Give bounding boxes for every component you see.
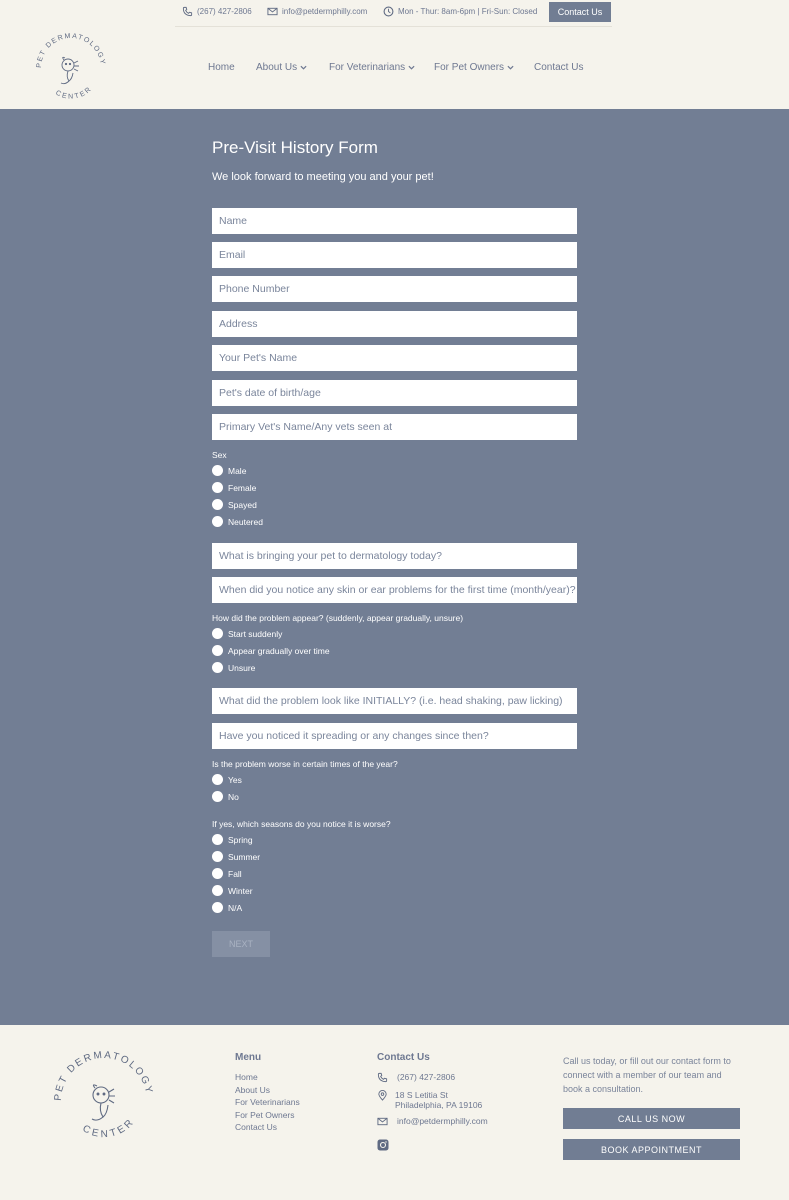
site-logo[interactable]: [31, 31, 111, 106]
topbar-phone[interactable]: [182, 6, 252, 17]
seasons-label: If yes, which seasons do you notice it is worse?: [212, 819, 391, 829]
form-section: [0, 109, 789, 1025]
radio-circle[interactable]: [212, 885, 223, 896]
radio-circle[interactable]: [212, 662, 223, 673]
pet-name-field[interactable]: Your Pet's Name: [212, 345, 577, 371]
appear-radio-suddenly[interactable]: [212, 628, 282, 639]
sex-label: Sex: [212, 450, 227, 460]
nav-veterinarians[interactable]: [329, 62, 415, 73]
radio-circle[interactable]: [212, 499, 223, 510]
primary-vet-field[interactable]: Primary Vet's Name/Any vets seen at: [212, 414, 577, 440]
sex-radio-female[interactable]: [212, 482, 256, 493]
nav-contact[interactable]: [534, 62, 583, 73]
spreading-field[interactable]: Have you noticed it spreading or any changes since then?: [212, 723, 577, 749]
phone-icon: [182, 6, 193, 17]
footer-contact-heading: Contact Us: [377, 1052, 430, 1063]
chevron-down-icon: [507, 65, 514, 70]
next-button[interactable]: NEXT: [212, 931, 270, 957]
radio-label: Male: [228, 465, 247, 476]
radio-label: Spayed: [228, 499, 257, 510]
phone-icon: [377, 1072, 388, 1083]
nav-home-label: Home: [208, 62, 235, 73]
mail-icon: [267, 6, 278, 17]
footer-link-about[interactable]: About Us: [235, 1085, 270, 1095]
footer-address-line1: 18 S Letitia St: [395, 1090, 448, 1100]
topbar-hours: [383, 6, 537, 17]
chevron-down-icon: [408, 65, 415, 70]
season-radio-spring[interactable]: [212, 834, 253, 845]
radio-label: Female: [228, 482, 257, 493]
logo-top-text: PET DERMATOLOGY: [35, 32, 106, 69]
sex-radio-spayed[interactable]: [212, 499, 257, 510]
radio-circle[interactable]: [212, 628, 223, 639]
radio-label: Unsure: [228, 662, 256, 673]
radio-circle[interactable]: [212, 791, 223, 802]
radio-label: Winter: [228, 885, 253, 896]
svg-text:CENTER: [54, 85, 94, 101]
worse-label: Is the problem worse in certain times of the year?: [212, 759, 398, 769]
season-radio-winter[interactable]: [212, 885, 253, 896]
footer-email[interactable]: [377, 1116, 488, 1126]
first-noticed-field[interactable]: When did you notice any skin or ear problems for the first time (month/year)?: [212, 577, 577, 603]
nav-pet-owners-label: For Pet Owners: [434, 62, 505, 73]
site-footer: [0, 1025, 789, 1200]
logo-bottom-text: CENTER: [54, 85, 94, 101]
svg-text:PET DERMATOLOGY: [36, 33, 106, 68]
call-us-button[interactable]: CALL US NOW: [563, 1108, 740, 1129]
appear-radio-unsure[interactable]: [212, 662, 255, 673]
worse-radio-yes[interactable]: [212, 774, 242, 785]
nav-veterinarians-label: For Veterinarians: [329, 62, 406, 73]
footer-address[interactable]: [377, 1090, 482, 1110]
footer-menu-heading: Menu: [235, 1052, 262, 1063]
chevron-down-icon: [300, 65, 307, 70]
footer-logo-top-text: PET DERMATOLOGY: [52, 1049, 155, 1102]
address-field[interactable]: Address: [212, 311, 577, 337]
sex-radio-male[interactable]: [212, 465, 246, 476]
radio-label: Spring: [228, 834, 253, 845]
footer-phone-text: (267) 427-2806: [397, 1072, 456, 1082]
radio-circle[interactable]: [212, 902, 223, 913]
radio-circle[interactable]: [212, 516, 223, 527]
book-appointment-button[interactable]: BOOK APPOINTMENT: [563, 1139, 740, 1160]
topbar-contact-button[interactable]: Contact Us: [549, 2, 611, 22]
radio-circle[interactable]: [212, 465, 223, 476]
radio-circle[interactable]: [212, 834, 223, 845]
topbar-email[interactable]: [267, 6, 367, 17]
season-radio-fall[interactable]: [212, 868, 242, 879]
form-title: Pre-Visit History Form: [212, 138, 378, 157]
nav-about-label: About Us: [256, 62, 298, 73]
footer-logo[interactable]: [51, 1047, 157, 1147]
footer-email-text: info@petdermphilly.com: [397, 1116, 488, 1126]
radio-circle[interactable]: [212, 482, 223, 493]
dog-icon: [61, 57, 79, 83]
radio-circle[interactable]: [212, 868, 223, 879]
dog-icon: [92, 1085, 115, 1120]
mail-icon: [377, 1116, 388, 1127]
radio-circle[interactable]: [212, 774, 223, 785]
worse-radio-no[interactable]: [212, 791, 239, 802]
location-pin-icon: [377, 1090, 388, 1101]
radio-circle[interactable]: [212, 851, 223, 862]
season-radio-summer[interactable]: [212, 851, 260, 862]
clock-icon: [383, 6, 394, 17]
radio-label: Yes: [228, 774, 242, 785]
appear-radio-gradually[interactable]: [212, 645, 330, 656]
nav-contact-label: Contact Us: [534, 62, 584, 73]
radio-circle[interactable]: [212, 645, 223, 656]
name-field[interactable]: Name: [212, 208, 577, 234]
radio-label: Appear gradually over time: [228, 645, 330, 656]
nav-about[interactable]: [256, 62, 307, 73]
footer-link-home[interactable]: Home: [235, 1072, 258, 1082]
phone-field[interactable]: Phone Number: [212, 276, 577, 302]
footer-link-veterinarians[interactable]: For Veterinarians: [235, 1097, 300, 1107]
footer-phone[interactable]: [377, 1072, 455, 1082]
pet-dob-field[interactable]: Pet's date of birth/age: [212, 380, 577, 406]
radio-label: Neutered: [228, 516, 263, 527]
nav-home[interactable]: [208, 62, 235, 73]
footer-address-line2: Philadelphia, PA 19106: [395, 1100, 483, 1110]
appear-label: How did the problem appear? (suddenly, appear gradually, unsure): [212, 613, 464, 623]
season-radio-na[interactable]: [212, 902, 242, 913]
svg-text:CENTER: [81, 1116, 138, 1140]
instagram-icon[interactable]: [377, 1139, 389, 1151]
radio-label: Start suddenly: [228, 628, 283, 639]
radio-label: N/A: [228, 902, 243, 913]
sex-radio-neutered[interactable]: [212, 516, 263, 527]
site-header: [0, 0, 789, 109]
radio-label: No: [228, 791, 239, 802]
reason-field[interactable]: What is bringing your pet to dermatology today?: [212, 543, 577, 569]
nav-pet-owners[interactable]: [434, 62, 514, 73]
radio-label: Summer: [228, 851, 261, 862]
top-bar: [175, 0, 612, 27]
email-field[interactable]: Email: [212, 242, 577, 268]
footer-link-pet-owners[interactable]: For Pet Owners: [235, 1110, 295, 1120]
topbar-email-text: info@petdermphilly.com: [282, 7, 368, 16]
radio-label: Fall: [228, 868, 242, 879]
footer-cta-text: Call us today, or fill out our contact form to connect with a member of our team and book a consultation.: [563, 1056, 731, 1094]
topbar-hours-text: Mon - Thur: 8am-6pm | Fri-Sun: Closed: [398, 7, 538, 16]
footer-logo-bottom-text: CENTER: [80, 1115, 138, 1141]
initial-look-field[interactable]: What did the problem look like INITIALLY? (i.e. head shaking, paw licking): [212, 688, 577, 714]
footer-link-contact[interactable]: Contact Us: [235, 1122, 278, 1132]
topbar-phone-text: (267) 427-2806: [197, 7, 252, 16]
form-subtitle: We look forward to meeting you and your pet!: [212, 171, 434, 183]
